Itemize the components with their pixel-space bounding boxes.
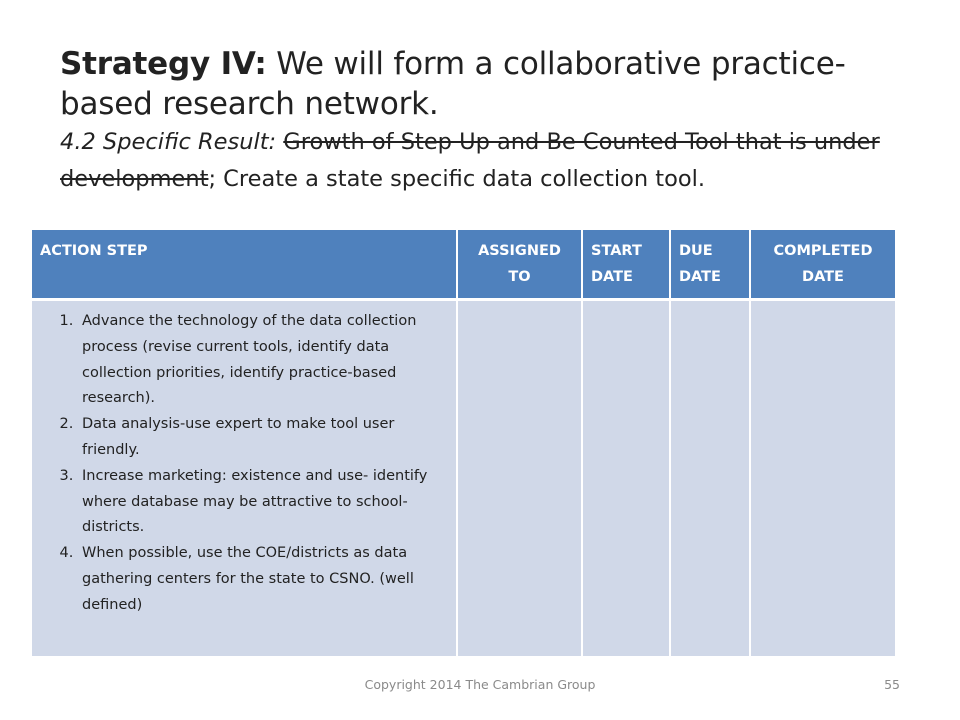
header-completed-date: COMPLETED DATE <box>750 230 895 300</box>
action-steps-list <box>38 309 450 619</box>
list-item: 1. Advance the technology of the data collection process (revise current tools, identify data collection priorities, identify practice-based research). <box>78 309 450 412</box>
list-item: 2. Data analysis-use expert to make tool user friendly. <box>78 412 450 464</box>
strategy-label: Strategy IV: <box>60 46 267 82</box>
header-action-step: ACTION STEP <box>32 230 457 300</box>
table-header-row <box>32 230 895 300</box>
action-plan-table <box>32 230 895 656</box>
specific-result-label: 4.2 Specific Result: <box>60 129 277 155</box>
due-date-cell <box>670 300 750 657</box>
assigned-to-cell <box>457 300 582 657</box>
header-start-date: START DATE <box>582 230 670 300</box>
strategy-text: We will form a collaborative practice-based research network. <box>60 46 846 122</box>
page-number: 55 <box>884 677 900 692</box>
start-date-cell <box>582 300 670 657</box>
result-text: ; Create a state specific data collection tool. <box>208 166 706 192</box>
specific-result <box>60 124 910 198</box>
header-assigned-to: ASSIGNED TO <box>457 230 582 300</box>
list-item: 3. Increase marketing: existence and use- identify where database may be attractive to school-districts. <box>78 464 450 541</box>
completed-date-cell <box>750 300 895 657</box>
table-row <box>32 300 895 657</box>
header-due-date: DUE DATE <box>670 230 750 300</box>
copyright-footer: Copyright 2014 The Cambrian Group <box>364 677 596 692</box>
slide-title <box>60 44 910 124</box>
struck-result-text: Growth of Step Up and Be Counted Tool that is under development <box>60 129 880 192</box>
action-step-cell <box>32 300 457 657</box>
list-item: 4. When possible, use the COE/districts as data gathering centers for the state to CSNO. (well defined) <box>78 541 450 618</box>
